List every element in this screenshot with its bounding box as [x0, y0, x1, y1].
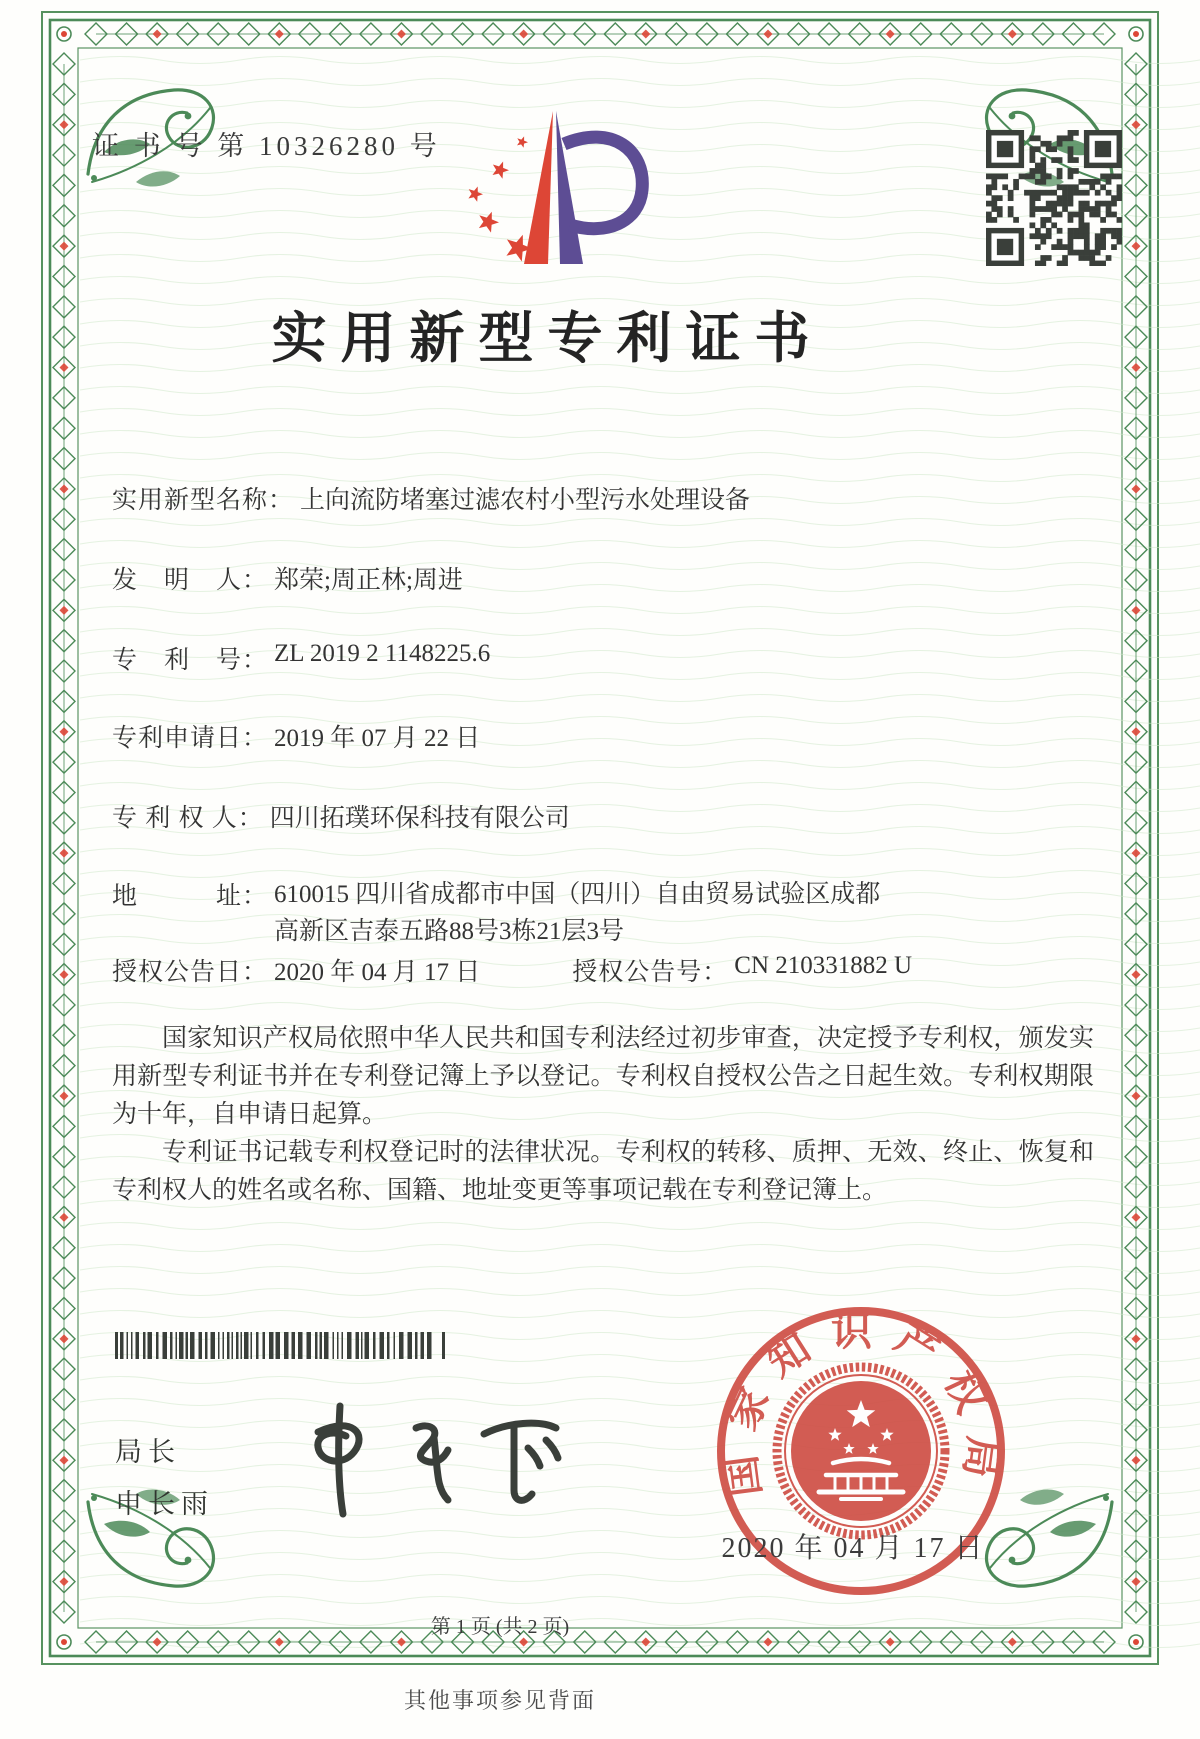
- field-label-filing-date: 专利申请日：: [112, 725, 269, 752]
- logo-p-bowl: [564, 137, 642, 229]
- grant-date-pair: [112, 952, 480, 988]
- cnipa-logo-icon: [452, 106, 652, 268]
- legal-text: [112, 1020, 1094, 1210]
- grant-no-pair: [572, 952, 912, 988]
- field-row-inventor: [112, 560, 1097, 596]
- seal-ring-text: 国家知识产权局: [715, 1308, 1007, 1500]
- field-row-patentee: [112, 798, 1097, 834]
- field-value-name: 上向流防堵塞过滤农村小型污水处理设备: [300, 487, 751, 514]
- signature-graphic: [288, 1392, 578, 1532]
- commissioner-title: 局长: [115, 1437, 181, 1467]
- field-label-name: 实用新型名称：: [112, 487, 295, 514]
- seal-national-emblem: [777, 1367, 945, 1535]
- legal-paragraph-2: 专利证书记载专利权登记时的法律状况。专利权的转移、质押、无效、终止、恢复和专利权人的姓名或名称、国籍、地址变更等事项记载在专利登记簿上。: [112, 1139, 1094, 1204]
- address-line-1: 610015 四川省成都市中国（四川）自由贸易试验区成都: [274, 881, 881, 908]
- certificate-number: 证 书 号 第 10326280 号: [92, 131, 441, 161]
- back-note: 其他事项参见背面: [403, 1688, 596, 1713]
- field-label-inventor: 发 明 人：: [112, 567, 269, 594]
- seal-ribbon: [852, 1509, 870, 1519]
- page-number: 第 1 页 (共 2 页): [430, 1616, 570, 1638]
- address-line-2: 高新区吉泰五路88号3栋21层3号: [274, 918, 625, 945]
- field-value-patent-no: ZL 2019 2 1148225.6: [274, 640, 491, 667]
- barcode-icon: [115, 1332, 447, 1359]
- certificate-title: 实用新型专利证书: [271, 308, 824, 369]
- legal-paragraph-1: 国家知识产权局依照中华人民共和国专利法经过初步审查，决定授予专利权，颁发实用新型专利证书并在专利登记簿上予以登记。专利权自授权公告之日起生效。专利权期限为十年，自申请日起算。: [112, 1025, 1094, 1128]
- field-value-patentee: 四川拓璞环保科技有限公司: [269, 805, 570, 832]
- field-row-filing-date: [112, 718, 1097, 754]
- commissioner-name: 申长雨: [115, 1489, 214, 1519]
- field-label-patent-no: 专 利 号：: [112, 647, 269, 674]
- field-value-grant-no: CN 210331882 U: [734, 952, 913, 979]
- logo-stars: [468, 136, 532, 261]
- field-value-address: [274, 876, 880, 950]
- field-value-grant-date: 2020 年 04 月 17 日: [274, 959, 481, 986]
- field-value-inventor: 郑荣;周正林;周进: [274, 567, 463, 594]
- field-label-patentee: 专 利 权 人：: [112, 805, 264, 832]
- field-row-address: [112, 876, 1097, 950]
- field-row-patent-no: [112, 640, 1097, 676]
- field-value-filing-date: 2019 年 07 月 22 日: [274, 725, 481, 752]
- seal-date: 2020 年 04 月 17 日: [721, 1533, 985, 1564]
- field-label-grant-date: 授权公告日：: [112, 959, 269, 986]
- logo-mast-left: [524, 111, 553, 264]
- field-label-grant-no: 授权公告号：: [572, 959, 729, 986]
- field-row-name: [112, 480, 1097, 516]
- field-label-address: 地 址：: [112, 883, 269, 910]
- qr-code-icon: [986, 130, 1122, 266]
- field-row-grant: [112, 952, 1097, 988]
